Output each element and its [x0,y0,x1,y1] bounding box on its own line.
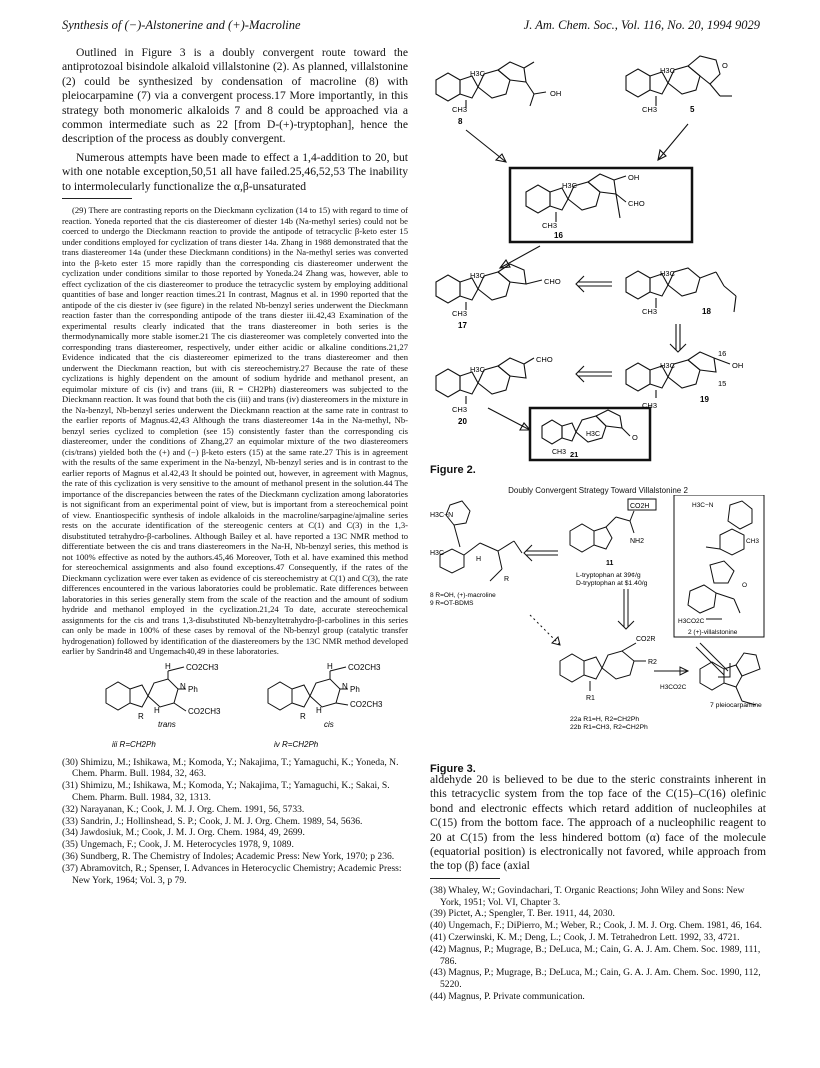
iv-stereo: cis [324,719,334,729]
compound-22a-label: 22a R1=H, R2=CH2Ph [570,716,640,723]
structure-iii [106,667,186,711]
reference-31: (31) Shimizu, M.; Ishikawa, M.; Komoda, Y.; Nakajima, T.; Yamaguchi, K.; Sakai, S. Chem. Pharm. Bull. 1984, 32, 1313. [62,780,390,803]
figure-3-scheme [430,495,766,763]
c22-r1: R1 [586,695,595,702]
compound-16-label: 16 [554,231,563,240]
references-right [430,885,766,1003]
iv-r: R [300,711,306,721]
compound-22-structure [560,643,646,691]
figure-3-caption: Figure 3. [430,763,476,775]
references-left [62,757,408,887]
compound-8-label: 8 [458,117,463,126]
iii-h-bottom: H [154,705,160,715]
c18-ch3: CH3 [642,307,658,316]
reference-44: (44) Magnus, P. Private communication. [430,991,585,1003]
reference-36: (36) Sundberg, R. The Chemistry of Indoles; Academic Press: New York, 1970; p 236. [62,850,395,862]
reference-30: (30) Shimizu, M.; Ishikawa, M.; Komoda, Y.; Nakajima, T.; Yamaguchi, K.; Yoneda, N. Chem. Pharm. Bull. 1984, 32, 463. [62,756,399,780]
c19-ch3: CH3 [642,401,658,410]
iv-co2ch3-top: CO2CH3 [348,662,381,672]
c20-cho: CHO [536,355,553,364]
macroline-tbdms-label: 9 R=OT-BDMS [430,600,474,607]
c22-r2: R2 [648,659,657,666]
c5-h3c: H3C [660,66,676,75]
villalstonine-ch3: CH3 [746,538,760,545]
d-tryptophan-price: D-tryptophan at $1.40/g [576,580,648,587]
tryptophan-co2h: CO2H [630,503,650,510]
reference-39: (39) Pictet, A.; Spengler, T. Ber. 1911, 44, 2030. [430,908,615,920]
reference-37: (37) Abramovitch, R.; Spenser, I. Advances in Heterocyclic Chemistry; Academic Press: New York, 1964; Vol. 3, p 79. [62,862,402,886]
iv-caption: iv R=CH2Ph [274,739,319,749]
c8-oh: OH [550,89,562,98]
structure-iv [268,667,348,710]
iii-r: R [138,711,144,721]
c17-cho: CHO [544,277,561,286]
c17-ch3: CH3 [452,309,468,318]
c22-co2r: CO2R [636,636,656,643]
compound-17-structure [436,264,542,310]
c20-ch3: CH3 [452,405,468,414]
pleiocarpamine-structure [700,653,760,705]
iii-n: N [180,681,186,691]
c19-16: 16 [718,349,727,358]
reference-42: (42) Magnus, P.; Mugrage, B.; DeLuca, M.; Cain, G. A. J. Am. Chem. Soc. 1989, 111, 786. [430,943,761,967]
f3-r: R [504,576,510,583]
c19-15: 15 [718,379,727,388]
iii-ph: Ph [188,684,198,694]
macroline-label: 8 R=OH, (+)-macroline [430,592,496,599]
compound-8-structure [436,62,546,108]
c17-h3c: H3C [470,271,486,280]
right-paragraph: aldehyde 20 is believed to be due to the steric constraints inherent in this tetracyclic system from the top face of the C(15)–C(16) olefinic bond and electronic effects which retard addition of nucleophiles at C(15) from the bottom face. The approach of a nucleophilic reagent to 20 at C(15) from the less hindered bottom (α) face of the molecule (equatorial position) is electronically not favored, while approach from the top (β) face (axial [430,773,766,873]
iii-stereo: trans [158,719,176,729]
tryptophan-nh2: NH2 [630,538,645,545]
compound-21-structure [542,410,630,444]
c5-o: O [722,61,728,70]
right-footnote-divider [430,878,500,879]
c8-h3c: H3C [470,69,486,78]
compound-17-label: 17 [458,321,467,330]
right-column [430,46,766,1003]
iv-h-bottom: H [316,705,322,715]
compound-7-label: 7 pleiocarpamine [710,702,762,709]
iii-co2ch3-top: CO2CH3 [186,662,219,672]
iii-co2ch3-bottom: CO2CH3 [188,706,221,716]
villalstonine-structure [688,501,752,619]
f3-h-1: H [476,556,482,563]
c16-cho: CHO [628,199,645,208]
left-column [62,46,408,886]
c21-o: O [632,433,638,442]
c8-ch3: CH3 [452,105,468,114]
iv-ph: Ph [350,684,360,694]
villalstonine-label: 2 (+)-villalstonine [688,629,738,636]
c16-oh: OH [628,173,640,182]
villalstonine-h3cn: H3C−N [692,502,714,509]
footnote-29: (29) There are contrasting reports on the Dieckmann cyclization (14 to 15) with regard to time of reaction. Yoneda reported that the cis diastereomer of diester 14b (Na-methyl series) could not be coerced to undergo the Dieckmann reaction to provide the antipode of tetracyclic β-keto ester 15 under conditions employed for cyclization of trans diester 14a. Zhang in 1988 demonstrated that the trans diastereomer 14a (under these Dieckmann conditions) in the Na-methyl series was converted into the β-keto ester 15 more rapidly than the corresponding cis diastereomer underwent the cyclization under conditions similar to those reported by Yoneda.24 Zhang was, however, able to effect cyclization of the cis diastereomer to produce the tetracyclic system by employing additional quantities of base and longer reaction times.21 In contrast, Magnus et al. in 1990 reported that the antipode of the cis diester iv (see figure) in the related Nb-benzyl series underwent the Dieckmann reaction faster than the corresponding antipode of the trans diester iii.42,43 Examination of the experimental results clearly indicated that the trans diastereomer in both series is the thermodynamically more stable isomer.21 The cis diastereomer was completely converted into the corresponding trans diastereomer, respectively, under either acidic or alkaline conditions.21,27 Evidence indicated that the cis diastereomer epimerized to the trans diastereomer and then underwent the Dieckmann reaction, but with cis stereochemistry.27 Because the rate of these cyclizations is highly dependent on the amount of sodium hydride and methanol present, an equimolar mixture of cis (iv) and trans (iii, R = CH2Ph) diastereomers was subjected to the Dieckmann reaction. It was found that both the cis (iii) and trans (iv) diastereomers in the mixture in the Na-benzyl, Nb-benzyl series underwent the Dieckmann reaction at the same rate in contrast to the earlier reports of Magnus.42,43 Although the trans diastereomer 14a in the Na-methyl, Nb-benzyl series cyclized to completion (see 15) consistently faster than the corresponding cis diastereomer, under the conditions of Zhang,27 an equimolar mixture of the two diastereomers (cis/trans) yielded both the (+) and (−) β-keto esters (15) at the same rate.27 This is in agreement with the results of the same experiment in the Na-benzyl, Nb-benzyl series and is in contrast to the earlier reports of Magnus et al.42,43 It should be pointed out, however, in agreement with Magnus, the rate of this cyclization is very sensitive to the amount of methanol present in the solution.44 The importance of the discrepancies between the rates of the Dieckmann cyclization among laboratories is not significant from an experimental point of view, but is important from a stereochemical point of view. Enantiospecific synthesis of indole alkaloids in the macroline/sarpagine/ajmaline series rests on the accurate identification of the stereogenic centers at C(1) and C(3) in the 1,3-disubstituted tetrahydro-β-carbolines. Although Bailey et al. have reported a 13C NMR method to differentiate between the cis and trans diastereomers in the Na-H, Nb-benzyl series, this method is not 100% effective as noted by the authors.45,46 Moreover, Toth et al. have examined this method for stereochemical assignments and also found exceptions.47 Consequently, if the rates of the Dieckmann cyclization were ever taken as evidence of cis stereochemistry at C(1) and C(3), the rate differences encountered in the various laboratories could be problematic. Rate differences between laboratories in this series generally stem from the scale of the reaction and the amount of sodium hydride and methanol employed in the cyclization.21,24 To date, accurate stereochemical assignments for the cis and trans 1,3-disubstituted Nb-benzyltetrahydro-β-carbolines in this series can only be made in 100% of these cases by removal of the Nb-benzyl group (catalytic transfer hydrogenation) followed by identification of the diastereomers by the 13C NMR method developed earlier by Sandrin48 and Ungemach40,49 in these laboratories. [62,205,408,657]
footnote-divider [62,198,132,199]
reference-33: (33) Sandrin, J.; Hollinshead, S. P.; Cook, J. M. J. Org. Chem. 1989, 54, 5636. [62,815,363,827]
compound-19-label: 19 [700,395,709,404]
compound-20-label: 20 [458,417,467,426]
compound-19-structure [626,352,730,398]
figure-2-scheme [430,46,766,462]
compound-18-label: 18 [702,307,711,316]
l-tryptophan-price: L-tryptophan at 39¢/g [576,572,641,579]
c5-ch3: CH3 [642,105,658,114]
iv-co2ch3-bottom: CO2CH3 [350,699,383,709]
f3-h3cn: H3C−N [430,512,454,519]
intro-text [62,46,408,194]
c7-h3co2c: H3CO2C [660,684,687,691]
iii-h: H [165,661,171,671]
intro-paragraph-2: Numerous attempts have been made to effect a 1,4-addition to 20, but with one notable exception,50,51 all have failed.25,46,52,53 The inability to intermolecularly functionalize the α,β-unsaturated [62,150,408,193]
iii-caption: iii R=CH2Ph [112,739,156,749]
compound-21-label: 21 [570,450,579,459]
reference-40: (40) Ungemach, F.; DiPierro, M.; Weber, R.; Cook, J. M. J. Org. Chem. 1981, 46, 164. [430,920,762,932]
compound-5-structure [626,56,732,106]
compound-5-label: 5 [690,105,695,114]
tryptophan-structure [570,511,634,552]
reference-32: (32) Narayanan, K.; Cook, J. M. J. Org. Chem. 1991, 56, 5733. [62,803,305,815]
figure-2-caption: Figure 2. [430,464,476,476]
c19-oh: OH [732,361,744,370]
c19-h3c: H3C [660,361,676,370]
compound-18-structure [626,268,736,312]
villalstonine-o: O [742,582,748,589]
reference-34: (34) Jawdosiuk, M.; Cook, J. M. J. Org. Chem. 1984, 49, 2699. [62,827,305,839]
compound-16-box [510,168,692,242]
tryptophan-label: 11 [606,560,614,567]
journal-citation: J. Am. Chem. Soc., Vol. 116, No. 20, 1994 9029 [523,18,760,32]
c20-h3c: H3C [470,365,486,374]
compound-22b-label: 22b R1=CH3, R2=CH2Ph [570,724,648,731]
c21-ch3: CH3 [552,449,567,456]
f3-h3c: H3C [430,550,445,557]
reference-38: (38) Whaley, W.; Govindachari, T. Organic Reactions; John Wiley and Sons: New York, 1951; Vol. VI, Chapter 3. [430,884,745,908]
c18-h3c: H3C [660,269,676,278]
reference-43: (43) Magnus, P.; Mugrage, B.; DeLuca, M.; Cain, G. A. J. Am. Chem. Soc. 1990, 112, 5220. [430,967,761,991]
running-title: Synthesis of (−)-Alstonerine and (+)-Macroline [62,18,301,32]
iv-h: H [327,661,333,671]
c21-h3c: H3C [586,431,601,438]
right-body-text [430,773,766,874]
intro-paragraph-1: Outlined in Figure 3 is a doubly convergent route toward the antiprotozoal bisindole alkaloid villalstonine (2). As planned, villalstonine (2) could be synthesized by condensation of macroline (8) with pleiocarpamine (7) via a convergent process.17 More importantly, in this strategy both monomeric alkaloids 7 and 8 could be approached via a common intermediate such as 22 [from D-(+)-tryptophan], hence the description of the process as doubly convergent. [62,46,408,146]
villalstonine-h3co2c: H3CO2C [678,618,705,625]
reference-35: (35) Ungemach, F.; Cook, J. M. Heterocycles 1978, 9, 1089. [62,839,294,851]
footnote-structures [62,661,408,757]
reference-41: (41) Czerwinski, K. M.; Deng, L.; Cook, J. M. Tetrahedron Lett. 1992, 33, 4721. [430,932,740,944]
iv-n: N [342,681,348,691]
figure-3-title: Doubly Convergent Strategy Toward Villalstonine 2 [508,486,688,495]
c16-ch3: CH3 [542,221,558,230]
c16-h3c: H3C [562,181,578,190]
